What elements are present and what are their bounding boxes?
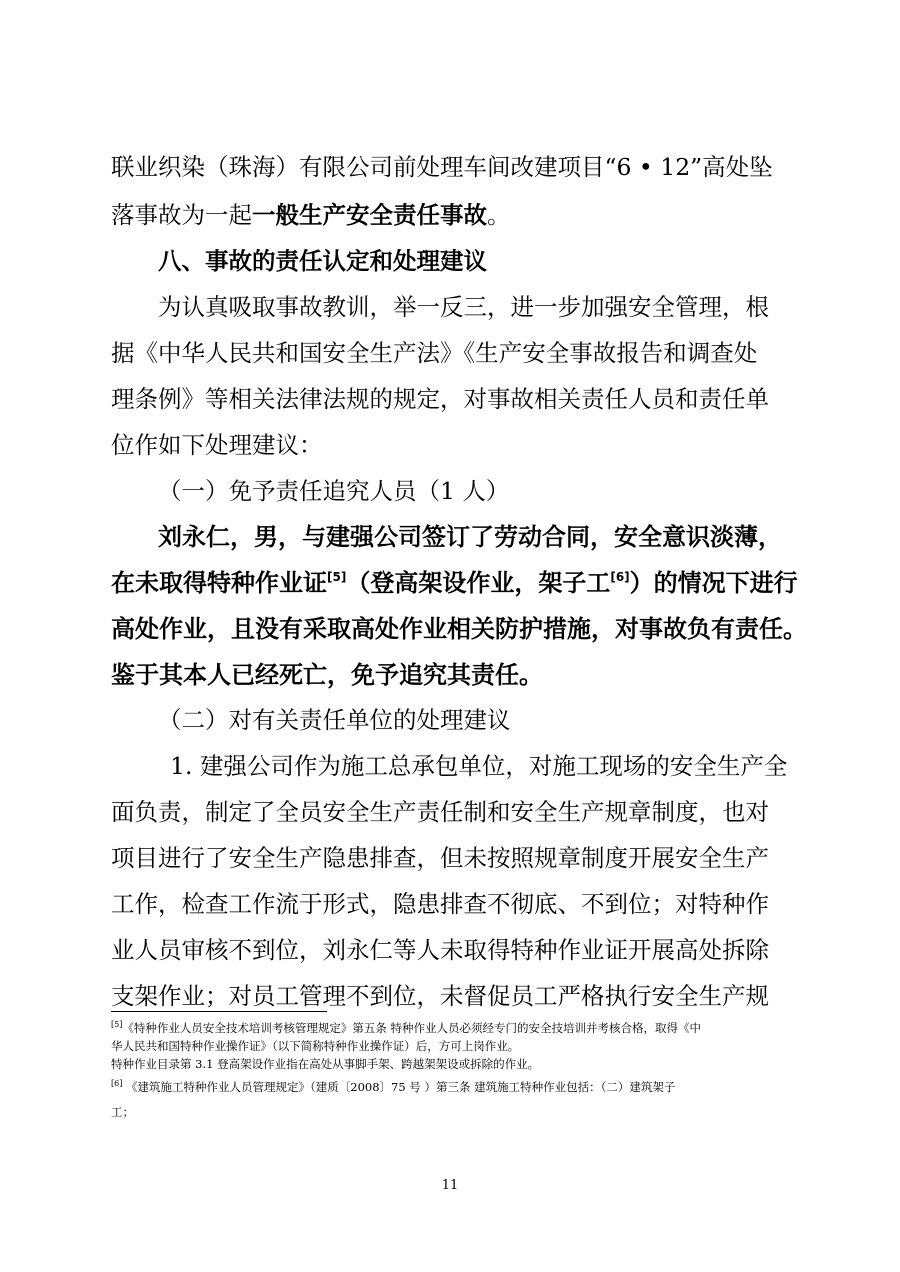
- footnote-text: 《建筑施工特种作业人员管理规定》（建质〔2008〕75 号 ）第三条 建筑施工特种作业包括：（二）建筑架子: [122, 1080, 676, 1094]
- paragraph-line: 理条例》等相关法律法规的规定，对事故相关责任人员和责任单: [111, 385, 769, 413]
- footnote-mark: [5]: [111, 1020, 123, 1029]
- text-span: 落事故为一起: [111, 201, 252, 229]
- footnote-6: [111, 1077, 791, 1097]
- footnote-mark: [6]: [111, 1079, 123, 1088]
- text-span: （登高架设作业，架子工: [346, 569, 611, 597]
- text-span: 在未取得特种作业证: [111, 569, 327, 597]
- paragraph-line: [111, 196, 791, 230]
- footnote-separator: [111, 1011, 327, 1012]
- bold-text-span: 一般生产安全责任事故: [252, 201, 487, 229]
- footnote-ref[interactable]: [6]: [610, 570, 630, 584]
- footnote-5: [111, 1018, 791, 1038]
- paragraph-line: 支架作业；对员工管理不到位，未督促员工严格执行安全生产规: [111, 982, 769, 1010]
- text-span: ）的情况下进行: [629, 569, 798, 597]
- bold-paragraph-line: 刘永仁，男，与建强公司签订了劳动合同，安全意识淡薄，: [158, 523, 782, 551]
- section-heading: 八、事故的责任认定和处理建议: [158, 247, 487, 275]
- paragraph-line: 面负责，制定了全员安全生产责任制和安全生产规章制度，也对: [111, 798, 769, 826]
- subsection-heading: （二）对有关责任单位的处理建议: [158, 706, 511, 734]
- text-span: 。: [487, 201, 511, 229]
- paragraph-line: 1. 建强公司作为施工总承包单位，对施工现场的安全生产全: [170, 752, 788, 780]
- bold-paragraph-line: 高处作业，且没有采取高处作业相关防护措施，对事故负有责任。: [111, 615, 807, 643]
- paragraph-line: 联业织染（珠海）有限公司前处理车间改建项目“6 • 12”高处坠: [111, 153, 773, 181]
- bold-paragraph-line: [111, 563, 798, 598]
- footnote-line: 工；: [111, 1105, 134, 1119]
- subsection-heading: （一）免予责任追究人员（1 人）: [158, 477, 510, 505]
- paragraph-line: 为认真吸取事故教训，举一反三，进一步加强安全管理，根: [158, 293, 769, 321]
- footnote-line: 华人民共和国特种作业操作证》（以下简称特种作业操作证）后，方可上岗作业。: [111, 1039, 520, 1053]
- paragraph-line: 项目进行了安全生产隐患排查，但未按照规章制度开展安全生产: [111, 844, 769, 872]
- paragraph-line: 位作如下处理建议：: [111, 431, 323, 459]
- bold-paragraph-line: 鉴于其本人已经死亡，免予追究其责任。: [111, 661, 543, 689]
- paragraph-line: 工作，检查工作流于形式，隐患排查不彻底、不到位；对特种作: [111, 890, 769, 918]
- paragraph-line: 据《中华人民共和国安全生产法》《生产安全事故报告和调查处: [111, 339, 758, 367]
- footnote-text: 《特种作业人员安全技术培训考核管理规定》第五条 特种作业人员必须经专门的安全技培训并考核合格，取得《中: [122, 1021, 701, 1035]
- page-number: 11: [441, 1178, 459, 1193]
- footnote-line: 特种作业目录第 3.1 登高架设作业指在高处从事脚手架、跨越架架设或拆除的作业。: [111, 1057, 540, 1071]
- footnote-ref[interactable]: [5]: [327, 570, 347, 584]
- paragraph-line: 业人员审核不到位，刘永仁等人未取得特种作业证开展高处拆除: [111, 936, 769, 964]
